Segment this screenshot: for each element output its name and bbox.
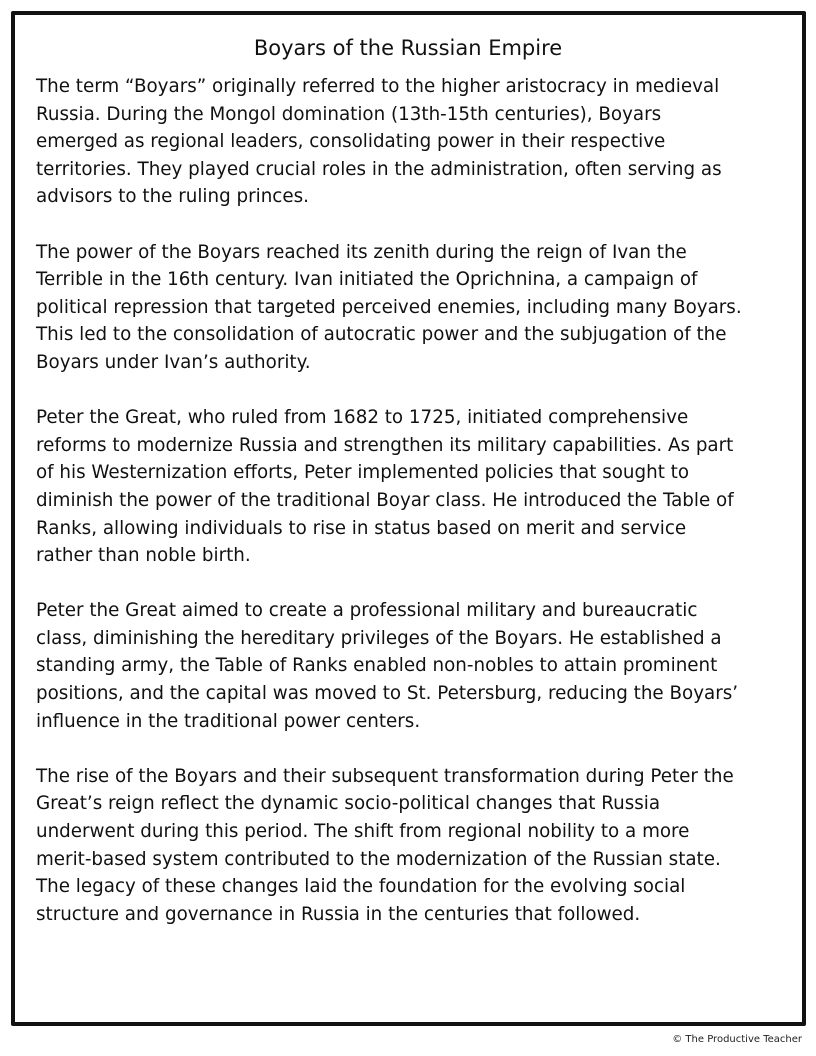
text-line: The term “Boyars” originally referred to the higher aristocracy in medieval: [36, 76, 720, 97]
text-line: Great’s reign reflect the dynamic socio-political changes that Russia: [36, 793, 661, 815]
paragraph: [36, 763, 742, 929]
text-line: territories. They played crucial roles in the administration, often serving as: [36, 158, 722, 180]
text-line: standing army, the Table of Ranks enabled non-nobles to attain prominent: [36, 655, 718, 677]
text-line: emerged as regional leaders, consolidating power in their respective: [36, 131, 666, 153]
paragraph: [36, 239, 742, 377]
article-body: [36, 73, 742, 956]
text-line: political repression that targeted perceived enemies, including many Boyars.: [36, 296, 742, 318]
text-line: structure and governance in Russia in the centuries that followed.: [36, 903, 641, 925]
text-line: The power of the Boyars reached its zenith during the reign of Ivan the: [36, 241, 687, 263]
text-line: underwent during this period. The shift from regional nobility to a more: [36, 821, 690, 843]
text-line: Peter the Great aimed to create a professional military and bureaucratic: [36, 600, 698, 622]
text-line: diminish the power of the traditional Boyar class. He introduced the Table of: [36, 489, 734, 511]
text-line: merit-based system contributed to the modernization of the Russian state.: [36, 848, 721, 870]
text-line: influence in the traditional power centers.: [36, 710, 421, 732]
text-line: Boyars under Ivan’s authority.: [36, 351, 311, 373]
paragraph: [36, 597, 742, 735]
text-line: The legacy of these changes laid the foundation for the evolving social: [36, 876, 686, 898]
paragraph: [36, 404, 742, 570]
text-line: The rise of the Boyars and their subsequent transformation during Peter the: [36, 765, 734, 787]
text-line: positions, and the capital was moved to St. Petersburg, reducing the Boyars’: [36, 683, 739, 705]
text-line: Peter the Great, who ruled from 1682 to 1725, initiated comprehensive: [36, 407, 689, 429]
text-line: reforms to modernize Russia and strengthen its military capabilities. As part: [36, 434, 734, 456]
text-line: advisors to the ruling princes.: [36, 186, 309, 208]
text-line: Terrible in the 16th century. Ivan initiated the Oprichnina, a campaign of: [36, 269, 698, 291]
text-line: Ranks, allowing individuals to rise in status based on merit and service: [36, 517, 687, 539]
copyright-footer: © The Productive Teacher: [672, 1034, 802, 1045]
text-line: of his Westernization efforts, Peter implemented policies that sought to: [36, 462, 690, 484]
text-line: rather than noble birth.: [36, 545, 251, 567]
text-line: class, diminishing the hereditary privileges of the Boyars. He established a: [36, 627, 722, 649]
page-title: Boyars of the Russian Empire: [253, 36, 563, 60]
text-line: This led to the consolidation of autocratic power and the subjugation of the: [36, 324, 727, 346]
text-line: Russia. During the Mongol domination (13th-15th centuries), Boyars: [36, 103, 662, 125]
paragraph: [36, 73, 742, 211]
